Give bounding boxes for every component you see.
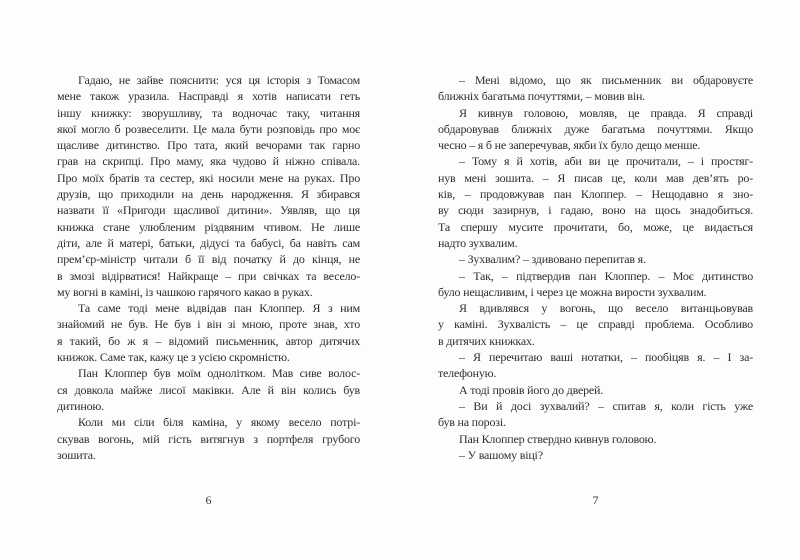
text-line: ву сюди зазирнув, і гадаю, воно на щось знадобиться. bbox=[438, 203, 753, 218]
text-line: Пан Клоппер був моїм однолітком. Мав сиве волос- bbox=[78, 366, 360, 381]
text-line: дитиною. bbox=[57, 398, 104, 413]
text-line: Гадаю, не зайве пояснити: уся ця історія з Томасом bbox=[78, 73, 360, 87]
text-line: ближніх багатьма почуттями, – мовив він. bbox=[438, 89, 645, 104]
text-line: книжок. Саме так, кажу це з усією скромністю. bbox=[57, 350, 290, 365]
text-line: Пан Клоппер ствердно кивнув головою. bbox=[459, 431, 657, 446]
paragraph bbox=[438, 105, 753, 154]
text-line: – Мені відомо, що як письменник ви обдаровуєте bbox=[459, 73, 753, 87]
text-line: книжка стане улюбленим різдвяним чтивом. Не лише bbox=[57, 219, 360, 234]
paragraph bbox=[438, 398, 753, 431]
text-line: нув мені зошита. – Я писав це, коли мав дев’ять ро- bbox=[438, 170, 753, 185]
page-left-text bbox=[57, 72, 360, 463]
text-line: – Так, – підтвердив пан Клоппер. – Моє дитинство bbox=[459, 268, 753, 283]
page-number-right: 7 bbox=[592, 493, 599, 507]
text-line: в дитячих книжках. bbox=[438, 333, 535, 348]
text-line: скував вогонь, мій гість витягнув з портфеля грубого bbox=[57, 431, 360, 446]
text-line: – Зухвалим? – здивовано перепитав я. bbox=[459, 252, 646, 267]
text-line: чесно – я б не заперечував, якби їх було дещо менше. bbox=[438, 138, 701, 153]
text-line: Про моїх братів та сестер, які носили мене на руках. Про bbox=[57, 170, 360, 185]
text-line: щасливе дитинство. Про тата, який вечорами так гарно bbox=[57, 138, 360, 153]
paragraph bbox=[57, 365, 360, 414]
text-line: обдаровував ближніх дуже багатьма почуттями. Якщо bbox=[438, 121, 753, 136]
paragraph bbox=[438, 72, 753, 105]
text-line: Я кивнув головою, мовляв, це правда. Я справді bbox=[459, 105, 753, 120]
text-line: я такий, бо ж я – відомий письменник, автор дитячих bbox=[57, 333, 360, 348]
text-line: ся довкола майже лисої маківки. Але й він колись був bbox=[57, 382, 360, 397]
text-line: Та спершу мусите прочитати, бо, може, це видається bbox=[438, 219, 753, 234]
paragraph bbox=[57, 72, 360, 300]
text-line: му вогні в каміні, із чашкою гарячого какао в руках. bbox=[57, 284, 313, 299]
paragraph bbox=[438, 382, 753, 398]
paragraph bbox=[438, 447, 753, 463]
text-line: надто зухвалим. bbox=[438, 235, 518, 250]
paragraph bbox=[438, 349, 753, 382]
text-line: іншу книжку: зворушливу, та водночас таку, читання bbox=[57, 105, 360, 120]
paragraph bbox=[438, 300, 753, 349]
text-line: якої могло б розвеселити. Це мала бути розповідь про моє bbox=[57, 121, 360, 136]
text-line: було нещасливим, і через це можна вирости зухвалим. bbox=[438, 284, 707, 299]
text-line: – У вашому віці? bbox=[459, 447, 543, 462]
text-line: в змозі відірватися! Найкраще – при свічках та весело- bbox=[57, 268, 360, 283]
text-line: А тоді провів його до дверей. bbox=[459, 382, 604, 397]
text-line: діти, але й матері, батьки, дідусі та бабусі, ба навіть сам bbox=[57, 235, 360, 250]
paragraph bbox=[438, 431, 753, 447]
text-line: друзів, що приходили на день народження. Я збирався bbox=[57, 187, 360, 202]
text-line: ків, – продовжував пан Клоппер. – Нещодавно я зно- bbox=[438, 187, 753, 202]
text-line: прем’єр-міністр читали б її від початку й до кінця, не bbox=[57, 252, 360, 267]
text-line: Та саме тоді мене відвідав пан Клоппер. Я з ним bbox=[78, 301, 360, 316]
text-line: грав на скрипці. Про маму, яка чудово й ніжно співала. bbox=[57, 154, 360, 169]
text-line: мене також уразила. Насправді я хотів написати геть bbox=[57, 89, 360, 104]
text-line: зошита. bbox=[57, 447, 96, 462]
text-line: був на порозі. bbox=[438, 415, 506, 430]
text-line: – Тому я й хотів, аби ви це прочитали, – і простяг- bbox=[459, 154, 753, 169]
text-line: Я вдивлявся у вогонь, що весело витанцьовував bbox=[459, 301, 753, 316]
text-line: назвати її «Пригоди щасливої дитини». Уявляв, що ця bbox=[57, 203, 360, 218]
page-right-text bbox=[438, 72, 753, 463]
text-line: у каміні. Зухвалість – це справді проблема. Особливо bbox=[438, 317, 753, 332]
text-line: – Я перечитаю ваші нотатки, – пообіцяв я. – І за- bbox=[459, 350, 753, 365]
page-number-left: 6 bbox=[205, 493, 212, 507]
text-line: телефоную. bbox=[438, 366, 497, 381]
paragraph bbox=[438, 153, 753, 251]
paragraph bbox=[57, 300, 360, 365]
text-line: знайомий не був. Не був і він зі мною, проте знав, хто bbox=[57, 317, 360, 332]
paragraph bbox=[57, 414, 360, 463]
text-line: – Ви й досі зухвалий? – спитав я, коли гість уже bbox=[459, 398, 753, 413]
paragraph bbox=[438, 268, 753, 301]
text-line: Коли ми сіли біля каміна, у якому весело потрі- bbox=[78, 415, 360, 430]
paragraph bbox=[438, 251, 753, 267]
